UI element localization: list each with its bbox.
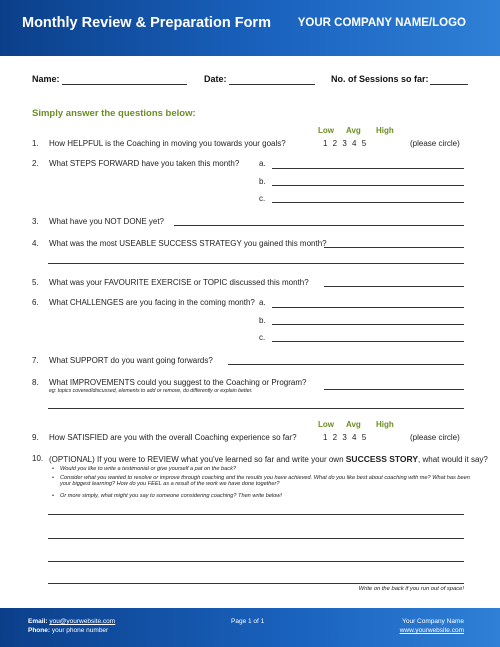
success-story-emphasis: SUCCESS STORY — [345, 454, 419, 464]
question-8-note: eg: topics covered/discussed, elements to add or remove, do differently or explain better. — [49, 388, 253, 394]
form-title: Monthly Review & Preparation Form — [22, 15, 271, 31]
question-number: 7. — [32, 356, 39, 365]
answer-line-q2b[interactable] — [272, 185, 464, 186]
scale-high-label: High — [376, 126, 394, 135]
question-7-text: What SUPPORT do you want going forwards? — [49, 356, 213, 365]
question-3-text: What have you NOT DONE yet? — [49, 217, 165, 226]
phone-value: your phone number — [51, 627, 109, 634]
rating-scale-q1[interactable]: 1 2 3 4 5 — [323, 139, 367, 148]
question-2-text: What STEPS FORWARD have you taken this month? — [49, 159, 240, 168]
sessions-field[interactable] — [430, 84, 468, 85]
scale-low-label: Low — [318, 420, 334, 429]
question-number: 1. — [32, 139, 39, 148]
question-number: 8. — [32, 378, 39, 387]
scale-avg-label: Avg — [346, 126, 361, 135]
answer-line-q5[interactable] — [324, 286, 464, 287]
sub-label-a: a. — [259, 298, 266, 307]
please-circle-note: (please circle) — [410, 139, 460, 148]
email-link[interactable]: you@yourwebsite.com — [49, 618, 116, 625]
answer-line-q10-2[interactable] — [48, 538, 464, 539]
header-banner — [0, 0, 500, 56]
answer-line-q2c[interactable] — [272, 202, 464, 203]
bullet-item: • Consider what you wanted to resolve or improve through coaching and the results you have achieved. What do you like best about coaching with me? What has been your biggest learning? How do you FEEL as a result of the work we have done together? — [60, 475, 470, 487]
question-10-text-a: (OPTIONAL) If you were to REVIEW what you've learned so far and write your own — [49, 455, 346, 464]
question-number: 3. — [32, 217, 39, 226]
company-logo-text: YOUR COMPANY NAME/LOGO — [297, 17, 466, 29]
scale-avg-label: Avg — [346, 420, 361, 429]
phone-label: Phone: — [28, 627, 51, 634]
answer-line-q4-1[interactable] — [324, 247, 464, 248]
sub-label-b: b. — [259, 177, 266, 186]
question-number: 6. — [32, 298, 39, 307]
answer-line-q6b[interactable] — [272, 324, 464, 325]
answer-line-q10-3[interactable] — [48, 561, 464, 562]
question-4-text: What was the most USEABLE SUCCESS STRATEGY you gained this month? — [49, 239, 327, 248]
answer-line-q2a[interactable] — [272, 168, 464, 169]
footer-website-link[interactable]: www.yourwebsite.com — [399, 627, 464, 634]
footer-company-name: Your Company Name — [402, 618, 464, 625]
question-5-text: What was your FAVOURITE EXERCISE or TOPIC discussed this month? — [49, 278, 309, 287]
bullet-item: • Or more simply, what might you say to someone considering coaching? Then write below! — [60, 493, 470, 499]
question-number: 2. — [32, 159, 39, 168]
question-6-text: What CHALLENGES are you facing in the coming month? — [49, 298, 255, 307]
scale-high-label: High — [376, 420, 394, 429]
date-label: Date: — [204, 74, 227, 84]
bullet-item: • Would you like to write a testimonial or give yourself a pat on the back? — [60, 466, 470, 472]
question-number: 10. — [32, 454, 44, 463]
sub-label-b: b. — [259, 316, 266, 325]
answer-line-q7[interactable] — [228, 364, 464, 365]
page-number: Page 1 of 1 — [231, 618, 265, 625]
scale-low-label: Low — [318, 126, 334, 135]
answer-line-q8-1[interactable] — [324, 389, 464, 390]
answer-line-q6c[interactable] — [272, 341, 464, 342]
question-10-text — [49, 454, 488, 464]
footer-email — [28, 618, 115, 625]
question-number: 9. — [32, 433, 39, 442]
sub-label-c: c. — [259, 194, 266, 203]
answer-line-q4-2[interactable] — [48, 263, 464, 264]
date-field[interactable] — [229, 84, 315, 85]
answer-line-q8-2[interactable] — [48, 408, 464, 409]
rating-scale-q9[interactable]: 1 2 3 4 5 — [323, 433, 367, 442]
back-page-note: Write on the back if you run out of space! — [358, 586, 464, 592]
answer-line-q3[interactable] — [174, 225, 464, 226]
footer-phone — [28, 627, 108, 634]
question-10-text-c: , what would it say? — [418, 455, 488, 464]
name-field[interactable] — [62, 84, 187, 85]
question-number: 4. — [32, 239, 39, 248]
answer-line-q10-1[interactable] — [48, 514, 464, 515]
sessions-label: No. of Sessions so far: — [331, 74, 429, 84]
answer-line-q10-4[interactable] — [48, 583, 464, 584]
sub-label-a: a. — [259, 159, 266, 168]
instructions-heading: Simply answer the questions below: — [32, 108, 196, 119]
question-1-text: How HELPFUL is the Coaching in moving you towards your goals? — [49, 139, 286, 148]
sub-label-c: c. — [259, 333, 266, 342]
footer-banner — [0, 608, 500, 647]
question-number: 5. — [32, 278, 39, 287]
answer-line-q6a[interactable] — [272, 307, 464, 308]
question-8-text: What IMPROVEMENTS could you suggest to the Coaching or Program? — [49, 378, 307, 387]
email-label: Email: — [28, 618, 48, 625]
question-9-text: How SATISFIED are you with the overall Coaching experience so far? — [49, 433, 297, 442]
please-circle-note: (please circle) — [410, 433, 460, 442]
name-label: Name: — [32, 74, 60, 84]
